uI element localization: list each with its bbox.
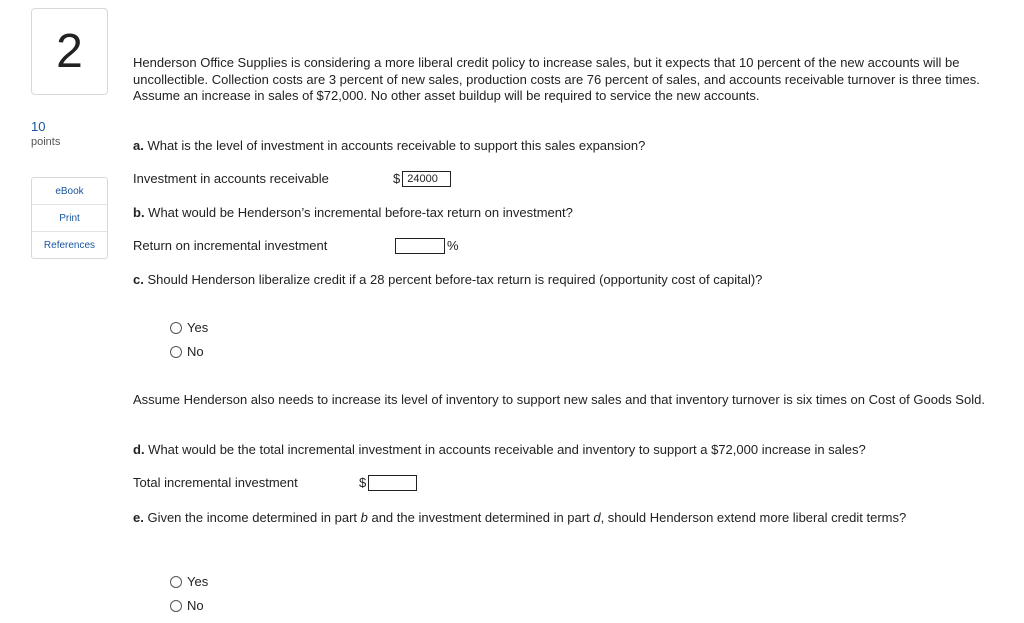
references-link[interactable]: References — [43, 239, 96, 251]
part-b-answer-row — [133, 238, 459, 255]
radio-button[interactable] — [170, 346, 182, 358]
option-label: Yes — [187, 320, 209, 335]
part-e-option-no[interactable] — [170, 598, 204, 613]
part-a-text: What is the level of investment in accounts receivable to support this sales expansion? — [143, 138, 646, 153]
part-a-question — [133, 138, 645, 155]
inventory-text: Assume Henderson also needs to increase its level of inventory to support new sales and that inventory turnover is six times on Cost of Goods Sold. — [133, 392, 985, 407]
part-d-label: Total incremental investment — [133, 475, 298, 490]
part-e-question — [133, 510, 983, 527]
part-c-option-no[interactable] — [170, 344, 204, 359]
part-a-currency: $ — [393, 171, 401, 186]
part-c-option-yes[interactable] — [170, 320, 208, 335]
part-c-text: Should Henderson liberalize credit if a 28 percent before-tax return is required (opportunity cost of capital)? — [143, 272, 763, 287]
part-d-currency: $ — [359, 475, 367, 490]
part-d-answer-row — [133, 475, 417, 492]
question-number: 2 — [31, 8, 108, 95]
part-a-letter: a. — [133, 138, 144, 153]
resource-links — [31, 177, 108, 259]
question-intro: Henderson Office Supplies is considering a more liberal credit policy to increase sales, but it expects that 10 percent of the new accounts will be uncollectible. Collection costs are 3 percent of new sales, production costs are 76 percent of sales, and accounts receivable turnover is three times. Assume an increase in sales of $72,000. No other asset buildup will be required to service the new accounts. — [133, 55, 980, 103]
part-e-text-3: , should Henderson extend more liberal credit terms? — [600, 510, 907, 525]
part-a-input[interactable]: 24000 — [402, 171, 451, 187]
print-link[interactable]: Print — [32, 205, 107, 232]
part-e-letter: e. — [133, 510, 144, 525]
points-value: 10 — [31, 119, 46, 134]
part-d-text: What would be the total incremental investment in accounts receivable and inventory to support a $72,000 increase in sales? — [144, 442, 866, 457]
part-b-text: What would be Henderson’s incremental before-tax return on investment? — [144, 205, 573, 220]
part-b-question — [133, 205, 573, 222]
part-e-ref-d: d — [593, 510, 601, 525]
part-a-label: Investment in accounts receivable — [133, 171, 329, 186]
part-d-question — [133, 442, 866, 459]
part-c-question — [133, 272, 762, 289]
radio-button[interactable] — [170, 600, 182, 612]
part-b-input[interactable] — [395, 238, 445, 254]
part-b-unit: % — [447, 238, 459, 253]
part-b-label: Return on incremental investment — [133, 238, 328, 253]
part-e-text-1: Given the income determined in part — [143, 510, 361, 525]
part-a-answer-row — [133, 171, 451, 188]
part-e-text-2: and the investment determined in part — [367, 510, 594, 525]
radio-button[interactable] — [170, 576, 182, 588]
points-label: points — [31, 136, 61, 148]
radio-button[interactable] — [170, 322, 182, 334]
part-e-option-yes[interactable] — [170, 574, 208, 589]
part-b-letter: b. — [133, 205, 145, 220]
ebook-link[interactable]: eBook — [32, 178, 107, 205]
part-d-letter: d. — [133, 442, 145, 457]
part-c-letter: c. — [133, 272, 144, 287]
option-label: No — [187, 598, 204, 613]
option-label: Yes — [187, 574, 209, 589]
part-e-ref-b: b — [360, 510, 368, 525]
part-d-input[interactable] — [368, 475, 417, 491]
option-label: No — [187, 344, 204, 359]
